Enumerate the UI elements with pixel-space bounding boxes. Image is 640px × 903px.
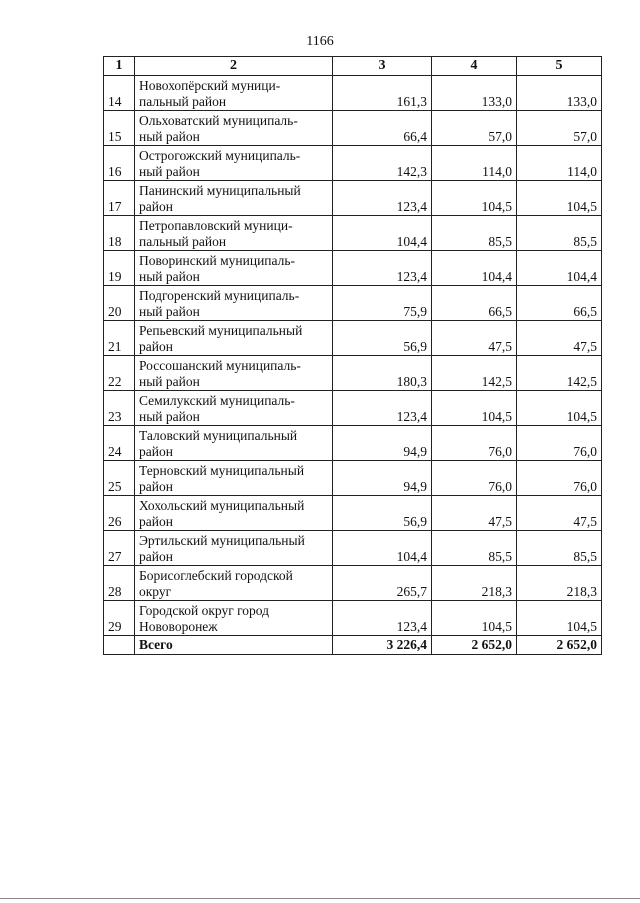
value-col4: 85,5 xyxy=(432,216,517,251)
row-number: 24 xyxy=(104,426,135,461)
table-row xyxy=(104,216,602,251)
district-name: Подгоренский муниципаль- ный район xyxy=(135,286,333,321)
value-col4: 133,0 xyxy=(432,76,517,111)
value-col5: 133,0 xyxy=(517,76,602,111)
value-col4: 104,5 xyxy=(432,391,517,426)
row-number: 15 xyxy=(104,111,135,146)
row-number: 28 xyxy=(104,566,135,601)
district-name: Хохольский муниципальный район xyxy=(135,496,333,531)
row-number: 21 xyxy=(104,321,135,356)
value-col5: 47,5 xyxy=(517,496,602,531)
bottom-rule xyxy=(0,898,640,899)
district-name: Эртильский муниципальный район xyxy=(135,531,333,566)
value-col5: 66,5 xyxy=(517,286,602,321)
district-name: Репьевский муниципальный район xyxy=(135,321,333,356)
value-col3: 104,4 xyxy=(333,216,432,251)
value-col4: 104,4 xyxy=(432,251,517,286)
total-col4: 2 652,0 xyxy=(432,636,517,655)
row-number: 25 xyxy=(104,461,135,496)
value-col3: 66,4 xyxy=(333,111,432,146)
column-header: 2 xyxy=(135,57,333,76)
value-col4: 47,5 xyxy=(432,496,517,531)
value-col4: 47,5 xyxy=(432,321,517,356)
value-col4: 142,5 xyxy=(432,356,517,391)
row-number: 27 xyxy=(104,531,135,566)
row-number: 26 xyxy=(104,496,135,531)
value-col4: 85,5 xyxy=(432,531,517,566)
value-col5: 104,4 xyxy=(517,251,602,286)
value-col3: 123,4 xyxy=(333,391,432,426)
total-col5: 2 652,0 xyxy=(517,636,602,655)
table-row xyxy=(104,531,602,566)
value-col4: 218,3 xyxy=(432,566,517,601)
table-row xyxy=(104,76,602,111)
row-number: 16 xyxy=(104,146,135,181)
district-name: Таловский муниципальный район xyxy=(135,426,333,461)
table-header-row xyxy=(104,57,602,76)
table-row xyxy=(104,111,602,146)
column-header: 5 xyxy=(517,57,602,76)
value-col5: 85,5 xyxy=(517,531,602,566)
value-col4: 57,0 xyxy=(432,111,517,146)
value-col5: 142,5 xyxy=(517,356,602,391)
district-name: Россошанский муниципаль- ный район xyxy=(135,356,333,391)
value-col5: 57,0 xyxy=(517,111,602,146)
total-col3: 3 226,4 xyxy=(333,636,432,655)
district-name: Семилукский муниципаль- ный район xyxy=(135,391,333,426)
column-header: 1 xyxy=(104,57,135,76)
table-row xyxy=(104,566,602,601)
district-name: Острогожский муниципаль- ный район xyxy=(135,146,333,181)
row-number: 23 xyxy=(104,391,135,426)
total-label: Всего xyxy=(135,636,333,655)
district-name: Панинский муниципальный район xyxy=(135,181,333,216)
row-number: 17 xyxy=(104,181,135,216)
value-col5: 76,0 xyxy=(517,461,602,496)
value-col3: 104,4 xyxy=(333,531,432,566)
row-number: 29 xyxy=(104,601,135,636)
data-table xyxy=(103,56,602,655)
district-name: Ольховатский муниципаль- ный район xyxy=(135,111,333,146)
district-name: Борисоглебский городской округ xyxy=(135,566,333,601)
value-col3: 265,7 xyxy=(333,566,432,601)
row-number: 22 xyxy=(104,356,135,391)
value-col3: 56,9 xyxy=(333,321,432,356)
value-col4: 104,5 xyxy=(432,181,517,216)
value-col3: 142,3 xyxy=(333,146,432,181)
value-col3: 123,4 xyxy=(333,601,432,636)
value-col3: 123,4 xyxy=(333,251,432,286)
row-number: 14 xyxy=(104,76,135,111)
row-number: 20 xyxy=(104,286,135,321)
district-name: Петропавловский муници- пальный район xyxy=(135,216,333,251)
district-name: Поворинский муниципаль- ный район xyxy=(135,251,333,286)
value-col4: 66,5 xyxy=(432,286,517,321)
table-row xyxy=(104,321,602,356)
value-col5: 114,0 xyxy=(517,146,602,181)
table-row xyxy=(104,391,602,426)
value-col4: 104,5 xyxy=(432,601,517,636)
value-col5: 47,5 xyxy=(517,321,602,356)
value-col3: 75,9 xyxy=(333,286,432,321)
value-col3: 94,9 xyxy=(333,426,432,461)
total-number-cell xyxy=(104,636,135,655)
district-name: Терновский муниципальный район xyxy=(135,461,333,496)
page-number: 1166 xyxy=(306,34,334,49)
value-col3: 180,3 xyxy=(333,356,432,391)
total-row xyxy=(104,636,602,655)
value-col5: 104,5 xyxy=(517,391,602,426)
value-col5: 104,5 xyxy=(517,181,602,216)
table-row xyxy=(104,496,602,531)
district-name: Городской округ город Нововоронеж xyxy=(135,601,333,636)
table-row xyxy=(104,146,602,181)
value-col5: 218,3 xyxy=(517,566,602,601)
value-col3: 123,4 xyxy=(333,181,432,216)
table-row xyxy=(104,426,602,461)
row-number: 19 xyxy=(104,251,135,286)
table-row xyxy=(104,181,602,216)
value-col5: 76,0 xyxy=(517,426,602,461)
value-col3: 94,9 xyxy=(333,461,432,496)
row-number: 18 xyxy=(104,216,135,251)
table-row xyxy=(104,461,602,496)
district-name: Новохопёрский муници- пальный район xyxy=(135,76,333,111)
value-col5: 104,5 xyxy=(517,601,602,636)
table-row xyxy=(104,251,602,286)
table-row xyxy=(104,286,602,321)
value-col4: 76,0 xyxy=(432,426,517,461)
value-col4: 114,0 xyxy=(432,146,517,181)
table-row xyxy=(104,601,602,636)
table-row xyxy=(104,356,602,391)
value-col3: 161,3 xyxy=(333,76,432,111)
column-header: 4 xyxy=(432,57,517,76)
value-col5: 85,5 xyxy=(517,216,602,251)
value-col4: 76,0 xyxy=(432,461,517,496)
value-col3: 56,9 xyxy=(333,496,432,531)
column-header: 3 xyxy=(333,57,432,76)
